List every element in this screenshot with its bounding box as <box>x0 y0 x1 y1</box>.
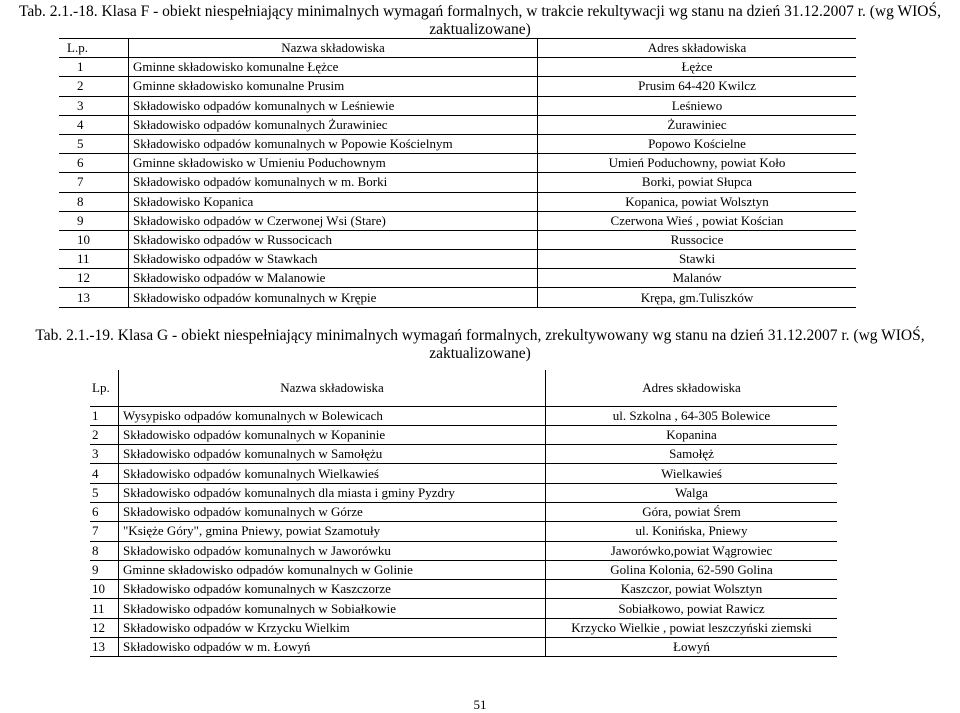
cell-name: Gminne składowisko komunalne Prusim <box>129 77 538 96</box>
cell-lp: 11 <box>59 250 129 269</box>
cell-address: Umień Poduchowny, powiat Koło <box>538 154 857 173</box>
cell-address: Golina Kolonia, 62-590 Golina <box>546 560 838 579</box>
cell-address: Popowo Kościelne <box>538 134 857 153</box>
cell-lp: 5 <box>90 483 119 502</box>
cell-name: Składowisko odpadów komunalnych w Kopaninie <box>119 425 546 444</box>
cell-address: ul. Konińska, Pniewy <box>546 522 838 541</box>
table-row <box>90 522 837 541</box>
cell-name: Składowisko odpadów komunalnych Wielkawieś <box>119 464 546 483</box>
table-row <box>59 269 856 288</box>
cell-name: Składowisko odpadów komunalnych w Krępie <box>129 288 538 307</box>
cell-address: Krzycko Wielkie , powiat leszczyński ziemski <box>546 618 838 637</box>
cell-name: Składowisko odpadów komunalnych w Leśniewie <box>129 96 538 115</box>
table-row <box>90 541 837 560</box>
cell-name: Składowisko odpadów komunalnych w Jaworówku <box>119 541 546 560</box>
table-row <box>59 230 856 249</box>
cell-name: Gminne składowisko w Umieniu Poduchownym <box>129 154 538 173</box>
cell-name: Składowisko odpadów komunalnych w m. Borki <box>129 173 538 192</box>
header-address: Adres składowiska <box>546 370 838 406</box>
cell-lp: 5 <box>59 134 129 153</box>
cell-lp: 8 <box>59 192 129 211</box>
cell-name: Składowisko Kopanica <box>129 192 538 211</box>
cell-address: Góra, powiat Śrem <box>546 502 838 521</box>
cell-lp: 6 <box>90 502 119 521</box>
cell-name: Składowisko odpadów komunalnych dla miasta i gminy Pyzdry <box>119 483 546 502</box>
table-18-caption-line2: zaktualizowane) <box>429 21 531 38</box>
cell-lp: 4 <box>90 464 119 483</box>
table-row <box>59 154 856 173</box>
cell-lp: 1 <box>90 406 119 425</box>
cell-address: Łężce <box>538 58 857 77</box>
cell-lp: 3 <box>90 445 119 464</box>
table-row <box>90 425 837 444</box>
table-19 <box>90 370 837 657</box>
cell-lp: 12 <box>90 618 119 637</box>
table-row <box>59 288 856 307</box>
table-18-caption <box>0 3 960 39</box>
table-row <box>59 134 856 153</box>
cell-address: Kopanica, powiat Wolsztyn <box>538 192 857 211</box>
table-19-caption-line2: zaktualizowane) <box>429 345 531 362</box>
cell-name: Składowisko odpadów w Stawkach <box>129 250 538 269</box>
table-19-body <box>90 406 837 657</box>
cell-lp: 11 <box>90 599 119 618</box>
cell-lp: 7 <box>59 173 129 192</box>
table-row <box>90 618 837 637</box>
table-18-body <box>59 58 856 307</box>
cell-name: Składowisko odpadów komunalnych w Popowie Kościelnym <box>129 134 538 153</box>
cell-name: Gminne składowisko odpadów komunalnych w Golinie <box>119 560 546 579</box>
cell-lp: 2 <box>90 425 119 444</box>
cell-name: Składowisko odpadów komunalnych w Sobiałkowie <box>119 599 546 618</box>
page-number: 51 <box>473 697 487 712</box>
cell-address: Stawki <box>538 250 857 269</box>
table-row <box>90 638 837 657</box>
cell-lp: 9 <box>90 560 119 579</box>
cell-address: Kaszczor, powiat Wolsztyn <box>546 580 838 599</box>
table-row <box>90 502 837 521</box>
table-row <box>59 192 856 211</box>
table-row <box>59 115 856 134</box>
cell-address: Leśniewo <box>538 96 857 115</box>
table-row <box>90 445 837 464</box>
table-header-row <box>90 370 837 406</box>
cell-name: Składowisko odpadów komunalnych Żurawiniec <box>129 115 538 134</box>
cell-address: ul. Szkolna , 64-305 Bolewice <box>546 406 838 425</box>
table-18 <box>59 38 856 308</box>
cell-name: Składowisko odpadów w Russocicach <box>129 230 538 249</box>
header-lp: Lp. <box>90 370 119 406</box>
cell-address: Borki, powiat Słupca <box>538 173 857 192</box>
cell-lp: 4 <box>59 115 129 134</box>
table-18-caption-line1: Tab. 2.1.-18. Klasa F - obiekt niespełniający minimalnych wymagań formalnych, w trakcie rekultywacji wg stanu na dzień 31.12.2007 r. (wg WIOŚ, <box>19 3 941 20</box>
cell-name: Składowisko odpadów w m. Łowyń <box>119 638 546 657</box>
cell-address: Łowyń <box>546 638 838 657</box>
table-row <box>59 250 856 269</box>
table-row <box>90 406 837 425</box>
table-row <box>90 599 837 618</box>
cell-lp: 9 <box>59 211 129 230</box>
cell-address: Russocice <box>538 230 857 249</box>
cell-address: Krępa, gm.Tuliszków <box>538 288 857 307</box>
cell-name: Składowisko odpadów komunalnych w Kaszczorze <box>119 580 546 599</box>
table-row <box>90 580 837 599</box>
cell-name: Składowisko odpadów w Czerwonej Wsi (Stare) <box>129 211 538 230</box>
cell-name: Gminne składowisko komunalne Łężce <box>129 58 538 77</box>
cell-address: Kopanina <box>546 425 838 444</box>
table-19-caption <box>0 327 960 363</box>
table-row <box>90 464 837 483</box>
header-address: Adres składowiska <box>538 39 857 58</box>
header-name: Nazwa składowiska <box>119 370 546 406</box>
table-row <box>90 560 837 579</box>
cell-lp: 3 <box>59 96 129 115</box>
header-lp: L.p. <box>59 39 129 58</box>
cell-name: Składowisko odpadów w Krzycku Wielkim <box>119 618 546 637</box>
cell-lp: 10 <box>59 230 129 249</box>
cell-address: Prusim 64-420 Kwilcz <box>538 77 857 96</box>
cell-address: Malanów <box>538 269 857 288</box>
table-row <box>59 77 856 96</box>
cell-lp: 2 <box>59 77 129 96</box>
cell-lp: 8 <box>90 541 119 560</box>
table-header-row <box>59 39 856 58</box>
cell-lp: 13 <box>59 288 129 307</box>
cell-name: "Księże Góry", gmina Pniewy, powiat Szamotuły <box>119 522 546 541</box>
cell-address: Wielkawieś <box>546 464 838 483</box>
table-row <box>59 211 856 230</box>
table-19-caption-line1: Tab. 2.1.-19. Klasa G - obiekt niespełniający minimalnych wymagań formalnych, zrekultywowany wg stanu na dzień 31.12.2007 r. (wg WIOŚ, <box>35 327 925 344</box>
cell-name: Wysypisko odpadów komunalnych w Bolewicach <box>119 406 546 425</box>
cell-address: Jaworówko,powiat Wągrowiec <box>546 541 838 560</box>
cell-address: Walga <box>546 483 838 502</box>
cell-name: Składowisko odpadów komunalnych w Samołężu <box>119 445 546 464</box>
cell-lp: 6 <box>59 154 129 173</box>
cell-address: Sobiałkowo, powiat Rawicz <box>546 599 838 618</box>
header-name: Nazwa składowiska <box>129 39 538 58</box>
cell-address: Samołęż <box>546 445 838 464</box>
cell-name: Składowisko odpadów w Malanowie <box>129 269 538 288</box>
table-row <box>59 173 856 192</box>
cell-lp: 13 <box>90 638 119 657</box>
table-row <box>59 58 856 77</box>
table-row <box>90 483 837 502</box>
cell-lp: 10 <box>90 580 119 599</box>
cell-lp: 1 <box>59 58 129 77</box>
cell-lp: 12 <box>59 269 129 288</box>
cell-name: Składowisko odpadów komunalnych w Górze <box>119 502 546 521</box>
cell-address: Czerwona Wieś , powiat Kościan <box>538 211 857 230</box>
cell-lp: 7 <box>90 522 119 541</box>
cell-address: Żurawiniec <box>538 115 857 134</box>
table-row <box>59 96 856 115</box>
